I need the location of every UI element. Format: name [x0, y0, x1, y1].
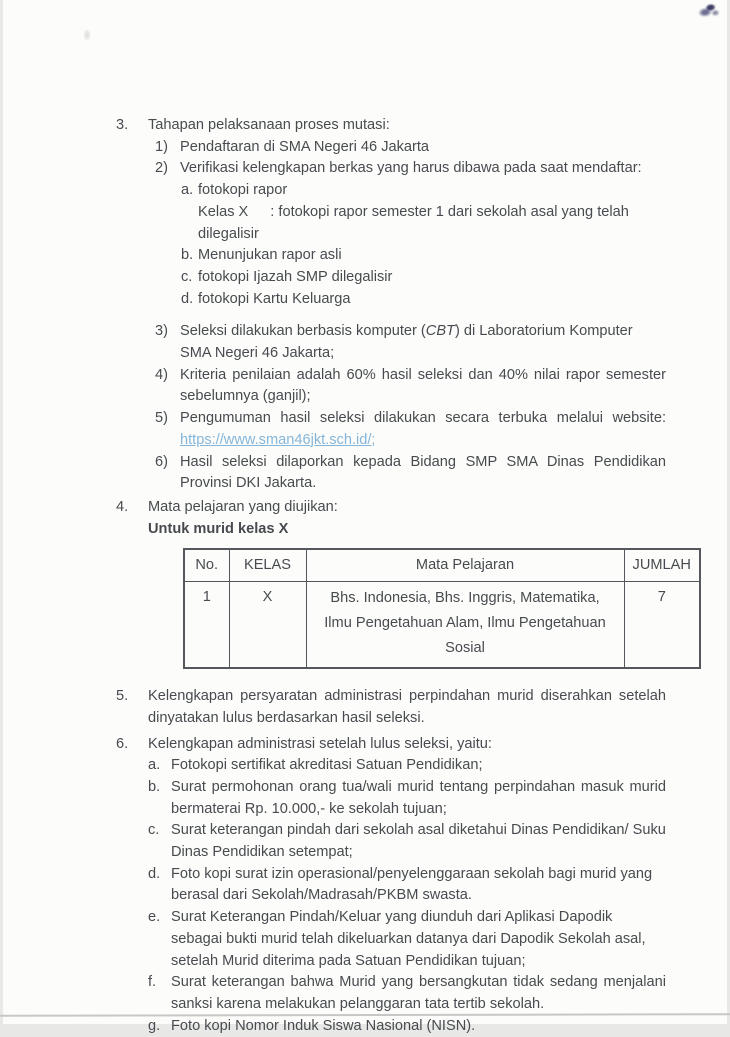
cell-kelas: X	[229, 582, 306, 668]
letter-number: g.	[148, 1017, 161, 1034]
letter-item-f	[148, 972, 666, 1015]
letter-item-b	[180, 245, 666, 267]
letter-number: b.	[148, 778, 161, 795]
step-text-post: ) di Laboratorium Komputer SMA Negeri 46 Jakarta;	[180, 323, 633, 362]
section-number: 6.	[116, 735, 129, 752]
step-item-5	[148, 408, 666, 451]
letter-item-a	[148, 755, 666, 777]
letter-number: d.	[148, 865, 161, 882]
letter-text: Foto kopi surat izin operasional/penyelenggaraan sekolah bagi murid yang berasal dari Sekolah/Madrasah/PKBM swasta.	[171, 865, 653, 904]
step-number: 5)	[155, 410, 168, 427]
letter-number: a.	[148, 757, 161, 774]
step-number: 6)	[155, 453, 168, 470]
letter-text: fotokopi Ijazah SMP dilegalisir	[198, 268, 393, 285]
website-link[interactable]: https://www.sman46jkt.sch.id/;	[180, 431, 376, 448]
document-body	[116, 115, 691, 1037]
letter-text: Surat keterangan pindah dari sekolah asal diketahui Dinas Pendidikan/ Suku Dinas Pendidikan setempat;	[171, 822, 666, 861]
step-text: Kriteria penilaian adalah 60% hasil seleksi dan 40% nilai rapor semester sebelumnya (ganjil);	[180, 366, 666, 405]
cell-jumlah: 7	[624, 582, 700, 668]
letter-text: fotokopi rapor	[198, 182, 288, 199]
cell-mata-pelajaran: Bhs. Indonesia, Bhs. Inggris, Matematika, Ilmu Pengetahuan Alam, Ilmu Pengetahuan Sosial	[306, 582, 624, 668]
section-kelengkapan-administrasi	[116, 734, 666, 1037]
step-item-4	[148, 365, 666, 408]
section-text: Kelengkapan persyaratan administrasi perpindahan murid diserahkan setelah dinyatakan lulus berdasarkan hasil seleksi.	[148, 688, 666, 726]
table-header-row	[184, 549, 700, 582]
table-header-kelas: KELAS	[229, 549, 306, 582]
mata-pelajaran-table	[183, 548, 701, 669]
faint-smudge-artifact	[81, 27, 93, 44]
letter-text: fotokopi Kartu Keluarga	[198, 290, 351, 307]
kelas-x-label: Kelas X	[198, 203, 249, 220]
cell-no: 1	[184, 582, 229, 668]
step-number: 2)	[155, 160, 168, 177]
table-header-mata-pelajaran: Mata Pelajaran	[306, 549, 624, 582]
letter-item-a	[180, 180, 666, 245]
kelas-x-text: : fotokopi rapor semester 1 dari sekolah asal yang telah dilegalisir	[198, 203, 629, 242]
announcement-text: Pengumuman hasil seleksi dilakukan secara terbuka melalui website:	[180, 410, 666, 427]
step-text: Pendaftaran di SMA Negeri 46 Jakarta	[180, 138, 430, 155]
step-text: Verifikasi kelengkapan berkas yang harus dibawa pada saat mendaftar:	[180, 160, 642, 177]
section-title: Tahapan pelaksanaan proses mutasi:	[148, 117, 390, 133]
step-text: Hasil seleksi dilaporkan kepada Bidang SMP SMA Dinas Pendidikan Provinsi DKI Jakarta.	[180, 453, 666, 492]
section-number: 4.	[116, 498, 129, 515]
letter-number: c.	[148, 822, 160, 839]
letter-text: Surat keterangan bahwa Murid yang bersangkutan tidak sedang menjalani sanksi karena melakukan pelanggaran tata tertib sekolah.	[171, 974, 666, 1012]
letter-item-c	[148, 820, 666, 863]
step-text-pre: Seleksi dilakukan berbasis komputer (	[180, 323, 426, 340]
letter-text: Surat Keterangan Pindah/Keluar yang diunduh dari Aplikasi Dapodik sebagai bukti murid telah dikeluarkan datanya dari Dapodik Sekolah asal, setelah Murid diterima pada Satuan Pendidikan tujuan;	[171, 909, 646, 969]
letter-number: f.	[148, 974, 157, 991]
letter-item-g	[148, 1016, 666, 1037]
ink-smudge-artifact	[694, 0, 720, 20]
table-header-no: No.	[184, 549, 229, 582]
letter-number: b.	[181, 247, 194, 264]
section-number: 3.	[116, 117, 129, 133]
section-mata-pelajaran	[116, 497, 691, 669]
letter-number: e.	[148, 909, 161, 926]
section-number: 5.	[116, 688, 129, 705]
step-item-6	[148, 452, 666, 495]
step-text	[180, 408, 666, 451]
letter-text: Surat permohonan orang tua/wali murid tentang perpindahan masuk murid bermaterai Rp. 10.000,- ke sekolah tujuan;	[171, 778, 666, 817]
step-item-2	[148, 158, 666, 310]
letter-item-b	[148, 777, 666, 820]
section-title: Kelengkapan administrasi setelah lulus seleksi, yaitu:	[148, 735, 492, 752]
letter-item-c	[180, 267, 666, 289]
scanned-document-page	[3, 0, 727, 1034]
letter-number: a.	[181, 182, 194, 199]
step-item-3	[148, 321, 666, 364]
step-item-1	[148, 137, 666, 159]
step-number: 3)	[155, 323, 168, 340]
table-header-jumlah: JUMLAH	[624, 549, 700, 582]
letter-item-d	[180, 289, 666, 311]
kelas-x-detail	[198, 202, 666, 245]
step-text-italic: CBT	[425, 323, 455, 340]
letter-text: Fotokopi sertifikat akreditasi Satuan Pendidikan;	[171, 757, 483, 774]
section-title: Mata pelajaran yang diujikan:	[148, 498, 338, 515]
section-tahapan-mutasi	[116, 115, 666, 495]
section-subtitle: Untuk murid kelas X	[148, 520, 289, 537]
step-number: 1)	[155, 138, 168, 155]
section-kelengkapan-persyaratan	[116, 686, 666, 729]
letter-number: c.	[181, 268, 193, 285]
step-number: 4)	[155, 366, 168, 383]
letter-text: Foto kopi Nomor Induk Siswa Nasional (NISN).	[171, 1017, 476, 1034]
table-row	[184, 582, 700, 668]
step-text	[180, 321, 666, 364]
letter-item-d	[148, 864, 666, 907]
letter-number: d.	[181, 290, 194, 307]
letter-item-e	[148, 907, 666, 972]
letter-text: Menunjukan rapor asli	[198, 247, 342, 264]
